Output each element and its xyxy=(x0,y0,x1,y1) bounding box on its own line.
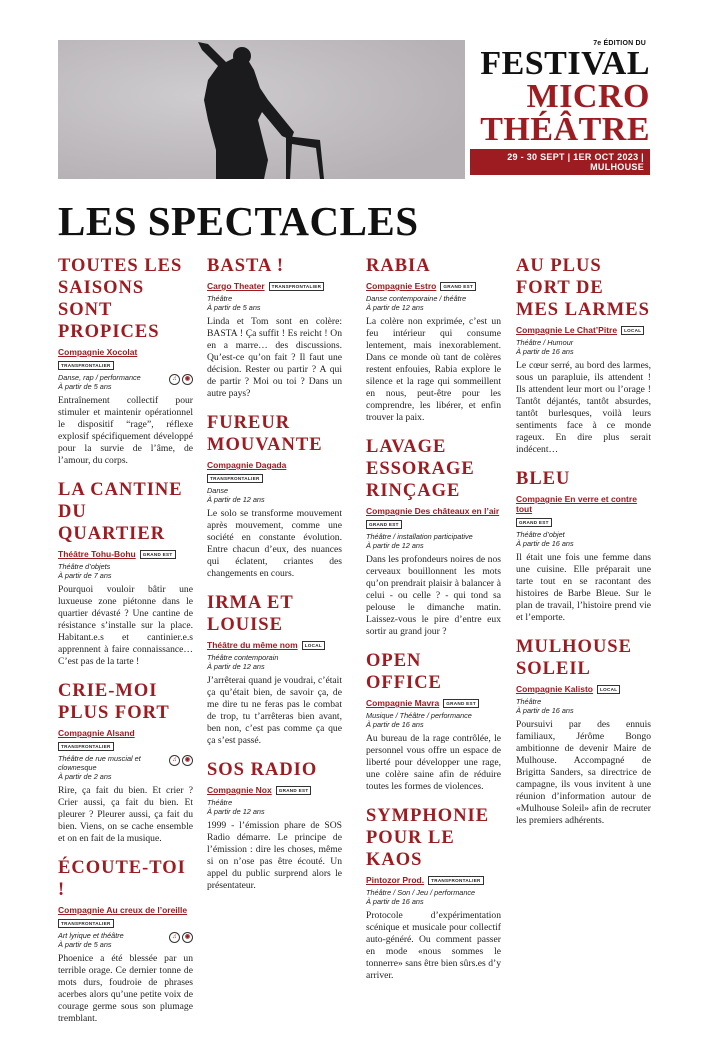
show-description: Le solo se transforme mouvement après mouvement, comme une société en constante évolution. Entre chacun d’eux, des nuances qui éclatent, criantes des changements en cours. xyxy=(207,508,342,579)
show-description: J’arrêterai quand je voudrai, c’était ça qu’était bien, de savoir ça, de me dire tu ne feras pas le combat de trop, tu t’arrêteras bien avant, ben non, c’est pas comme ça que ça s’est passé. xyxy=(207,675,342,746)
meta-row xyxy=(516,697,651,719)
show-age: À partir de 12 ans xyxy=(366,541,424,550)
meta-row xyxy=(366,888,501,910)
show-genre: Théâtre / Son / Jeu / performance xyxy=(366,888,476,897)
company-link[interactable]: Compagnie Au creux de l’oreille xyxy=(58,905,188,915)
show-entry xyxy=(58,857,193,1025)
show-title: LA CANTINE DU QUARTIER xyxy=(58,480,183,544)
show-title: TOUTES LES SAISONS SONT PROPICES xyxy=(58,256,183,342)
meta-row xyxy=(58,754,193,785)
show-description: Dans les profondeurs noires de nos cerveaux bouillonnent les mots qu’on prendrait plaisir à balancer à celui - ou celle ? - qui tond sa pelouse le dimanche matin. Laissez-vous le pire d’entre eux sortir au grand jour ? xyxy=(366,554,501,637)
ear-icon: ♫ xyxy=(169,374,180,385)
meta-row xyxy=(58,373,193,395)
meta-row xyxy=(207,486,342,508)
show-age: À partir de 2 ans xyxy=(58,772,112,781)
show-title: FUREUR MOUVANTE xyxy=(207,413,323,455)
meta-text xyxy=(516,338,574,360)
company-line xyxy=(58,905,193,928)
access-icons xyxy=(169,374,193,385)
show-description: Entraînement collectif pour stimuler et maintenir opérationnel le dispositif “rage”, réflexe explosif spécifiquement développé pour la survie de l’âme, de l’amour, du corps. xyxy=(58,395,193,466)
meta-row xyxy=(207,798,342,820)
logo-festival: FESTIVAL xyxy=(480,45,650,82)
meta-row xyxy=(58,562,193,584)
show-genre: Danse, rap / performance xyxy=(58,373,141,382)
meta-text xyxy=(516,530,574,552)
show-entry xyxy=(366,650,501,793)
region-badge: TRANSFRONTALIER xyxy=(428,876,484,885)
company-link[interactable]: Compagnie Des châteaux en l’air xyxy=(366,506,500,516)
show-genre: Théâtre / installation participative xyxy=(366,532,473,541)
show-title: OPEN OFFICE xyxy=(366,651,442,693)
show-title: LAVAGE ESSORAGE RINÇAGE xyxy=(366,437,475,501)
meta-text xyxy=(58,754,169,785)
show-entry xyxy=(366,805,501,982)
show-title: RABIA xyxy=(366,256,431,276)
show-entry xyxy=(207,412,342,580)
company-link[interactable]: Compagnie Kalisto xyxy=(516,684,593,694)
show-description: Au bureau de la rage contrôlée, le personnel vous offre un espace de liberté pour développer une rage, une colère saine afin de réduire toutes les formes de violences. xyxy=(366,733,501,792)
show-genre: Théâtre / Humour xyxy=(516,338,574,347)
company-link[interactable]: Compagnie Le Chat’Pitre xyxy=(516,325,618,335)
company-link[interactable]: Cargo Theater xyxy=(207,281,265,291)
show-entry xyxy=(207,759,342,892)
meta-text xyxy=(366,711,472,733)
eye-icon: ◉ xyxy=(182,374,193,385)
show-title: SYMPHONIE POUR LE KAOS xyxy=(366,806,490,870)
column-1 xyxy=(58,255,193,1037)
meta-row xyxy=(207,294,342,316)
show-age: À partir de 7 ans xyxy=(58,571,112,580)
eye-icon: ◉ xyxy=(182,932,193,943)
company-line xyxy=(366,281,501,291)
show-description: Rire, ça fait du bien. Et crier ? Crier aussi, ça fait du bien. Et pleurer ? Pleurer aussi, ça fait du bien. Viens, on se cache ensemble et on en fait de la musique. xyxy=(58,785,193,844)
show-entry xyxy=(58,479,193,668)
company-link[interactable]: Compagnie Mavra xyxy=(366,698,440,708)
show-description: La colère non exprimée, c’est un feu intérieur qui consume lentement, mais inexorablement. Dans ce monde où tant de colères restent enfouies, Rabia explore le silence et la rage qui sommeillent en nous, peut-être pour les comprendre, les libérer, et enfin trouver la paix. xyxy=(366,316,501,423)
meta-row xyxy=(207,653,342,675)
meta-text xyxy=(207,798,265,820)
show-title: AU PLUS FORT DE MES LARMES xyxy=(516,256,650,320)
logo-micro: MICRO xyxy=(526,78,650,115)
company-line xyxy=(516,325,651,335)
region-badge: TRANSFRONTALIER xyxy=(269,282,325,291)
show-entry xyxy=(516,468,651,624)
show-age: À partir de 16 ans xyxy=(516,347,574,356)
show-title: MULHOUSE SOLEIL xyxy=(516,637,632,679)
region-badge: GRAND EST xyxy=(516,518,552,527)
meta-row xyxy=(58,931,193,953)
show-title: ÉCOUTE-TOI ! xyxy=(58,858,186,900)
company-line xyxy=(207,785,342,795)
show-entry xyxy=(58,680,193,845)
show-entry xyxy=(516,255,651,456)
show-description: Pourquoi vouloir bâtir une luxueuse zone piétonne dans le quartier dévasté ? Une cantine de résistance s’installe sur la place. Habitant.e.s et cantinier.e.s apprennent à faire connaissance… C’est pas de la tarte ! xyxy=(58,584,193,667)
company-line xyxy=(516,684,651,694)
show-title: BLEU xyxy=(516,469,571,489)
show-description: Poursuivi par des ennuis familiaux, Jérôme Bongo ambitionne de devenir Maire de Mulhouse. Accompagné de Brigitta Sanders, sa directrice de campagne, ils vous invitent à une réunion d’information autour de «Mulhouse Soleil» afin de recruter les premiers adhérents. xyxy=(516,719,651,826)
show-title: BASTA ! xyxy=(207,256,285,276)
show-genre: Musique / Théâtre / performance xyxy=(366,711,472,720)
meta-text xyxy=(516,697,574,719)
ear-icon: ♫ xyxy=(169,755,180,766)
region-badge: GRAND EST xyxy=(443,699,479,708)
show-genre: Danse contemporaine / théâtre xyxy=(366,294,467,303)
meta-text xyxy=(207,294,261,316)
region-badge: LOCAL xyxy=(302,641,325,650)
company-line xyxy=(366,875,501,885)
region-badge: TRANSFRONTALIER xyxy=(58,361,114,370)
show-entry xyxy=(366,436,501,638)
region-badge: GRAND EST xyxy=(440,282,476,291)
performer-silhouette xyxy=(58,40,465,179)
meta-text xyxy=(366,888,475,910)
meta-text xyxy=(58,373,141,395)
company-line xyxy=(207,281,342,291)
meta-text xyxy=(207,653,278,675)
region-badge: GRAND EST xyxy=(276,786,312,795)
company-line xyxy=(516,494,651,527)
show-age: À partir de 16 ans xyxy=(516,706,574,715)
show-title: CRIE-MOI PLUS FORT xyxy=(58,681,170,723)
meta-row xyxy=(366,294,501,316)
company-link[interactable]: Théâtre du même nom xyxy=(207,640,298,650)
show-entry xyxy=(58,255,193,467)
meta-row xyxy=(366,532,501,554)
show-age: À partir de 12 ans xyxy=(207,662,265,671)
access-icons xyxy=(169,932,193,943)
show-description: Protocole d’expérimentation scénique et musicale pour collectif auto-généré. Ou comment passer en mode «nous sommes le tonnerre» sans être bien sûrs.es d’y arriver. xyxy=(366,910,501,981)
company-link[interactable]: Compagnie En verre et contre tout xyxy=(516,494,637,514)
show-description: Linda et Tom sont en colère: BASTA ! Ça suffit ! Es reicht ! On en a marre… des discussions. Qu’est-ce qu’on fait ? Il faut une décision. Rester ou partir ? A qui de partir ? Moi ou toi ? Dans un autre pays? xyxy=(207,316,342,399)
column-2 xyxy=(207,255,342,904)
show-genre: Théâtre d’objet xyxy=(516,530,565,539)
show-description: Le cœur serré, au bord des larmes, sous un parapluie, ils attendent ! Ils attendent leur mort ou l’orage ! Tantôt déjantés, tantôt absurdes, tantôt burlesques, voilà leurs sentiments face à ce monde rageux. En dire plus serait indécent… xyxy=(516,360,651,455)
column-4 xyxy=(516,255,651,839)
show-age: À partir de 16 ans xyxy=(366,897,424,906)
show-genre: Théâtre de rue muscial et clownesque xyxy=(58,754,141,772)
region-badge: TRANSFRONTALIER xyxy=(58,919,114,928)
meta-row xyxy=(366,711,501,733)
show-age: À partir de 16 ans xyxy=(366,720,424,729)
company-link[interactable]: Compagnie Nox xyxy=(207,785,272,795)
logo-theatre: THÉÂTRE xyxy=(480,111,650,148)
show-age: À partir de 5 ans xyxy=(207,303,261,312)
region-badge: GRAND EST xyxy=(366,520,402,529)
company-link[interactable]: Compagnie Dagada xyxy=(207,460,287,470)
show-description: Phoenice a été blessée par un terrible orage. Ce dernier tonne de mots durs, foudroie de phrases acerbes alors qu’une petite voix de courage germe sous son plumage tremblant. xyxy=(58,953,193,1024)
show-age: À partir de 12 ans xyxy=(207,495,265,504)
show-genre: Art lyrique et théâtre xyxy=(58,931,124,940)
show-description: 1999 - l’émission phare de SOS Radio démarre. Le principe de l’émission : dire les choses, même si on n’ose pas être écouté. Un appel du public surprend alors le présentateur. xyxy=(207,820,342,891)
meta-text xyxy=(58,931,124,953)
region-badge: GRAND EST xyxy=(140,550,176,559)
company-line xyxy=(58,728,193,751)
meta-row xyxy=(516,338,651,360)
page-title: LES SPECTACLES xyxy=(58,198,419,244)
show-genre: Théâtre d’objets xyxy=(58,562,111,571)
show-title: SOS RADIO xyxy=(207,760,318,780)
show-entry xyxy=(207,592,342,747)
company-link[interactable]: Théâtre Tohu-Bohu xyxy=(58,549,136,559)
meta-row xyxy=(516,530,651,552)
company-line xyxy=(58,347,193,370)
company-link[interactable]: Pintozor Prod. xyxy=(366,875,425,885)
region-badge: LOCAL xyxy=(621,326,644,335)
meta-text xyxy=(366,532,473,554)
access-icons xyxy=(169,755,193,766)
show-genre: Théâtre contemporain xyxy=(207,653,279,662)
meta-text xyxy=(207,486,265,508)
show-title: IRMA ET LOUISE xyxy=(207,593,294,635)
company-line xyxy=(207,460,342,483)
ear-icon: ♫ xyxy=(169,932,180,943)
show-entry xyxy=(516,636,651,827)
festival-logo xyxy=(470,40,660,175)
column-3 xyxy=(366,255,501,994)
meta-text xyxy=(58,562,112,584)
company-line xyxy=(58,549,193,559)
show-age: À partir de 5 ans xyxy=(58,940,112,949)
region-badge: TRANSFRONTALIER xyxy=(207,474,263,483)
meta-text xyxy=(366,294,466,316)
region-badge: LOCAL xyxy=(597,685,620,694)
show-genre: Théâtre xyxy=(516,697,542,706)
show-genre: Théâtre xyxy=(207,294,233,303)
show-age: À partir de 12 ans xyxy=(366,303,424,312)
company-line xyxy=(207,640,342,650)
show-age: À partir de 16 ans xyxy=(516,539,574,548)
company-link[interactable]: Compagnie Xocolat xyxy=(58,347,138,357)
company-link[interactable]: Compagnie Alsand xyxy=(58,728,135,738)
company-line xyxy=(366,506,501,529)
header-photo xyxy=(58,40,465,179)
show-genre: Danse xyxy=(207,486,229,495)
edition-label: 7e ÉDITION DU xyxy=(593,40,646,47)
region-badge: TRANSFRONTALIER xyxy=(58,742,114,751)
show-entry xyxy=(366,255,501,424)
festival-dates: 29 - 30 SEPT | 1ER OCT 2023 | MULHOUSE xyxy=(470,149,650,175)
eye-icon: ◉ xyxy=(182,755,193,766)
show-age: À partir de 12 ans xyxy=(207,807,265,816)
show-age: À partir de 5 ans xyxy=(58,382,112,391)
show-description: Il était une fois une femme dans une cuisine. Elle préparait une tarte tout en se racontant des histoires de Barbe Bleue. Sur le plan de travail, l’histoire prend vie et l’emporte. xyxy=(516,552,651,623)
company-link[interactable]: Compagnie Estro xyxy=(366,281,437,291)
show-entry xyxy=(207,255,342,400)
show-genre: Théâtre xyxy=(207,798,233,807)
company-line xyxy=(366,698,501,708)
